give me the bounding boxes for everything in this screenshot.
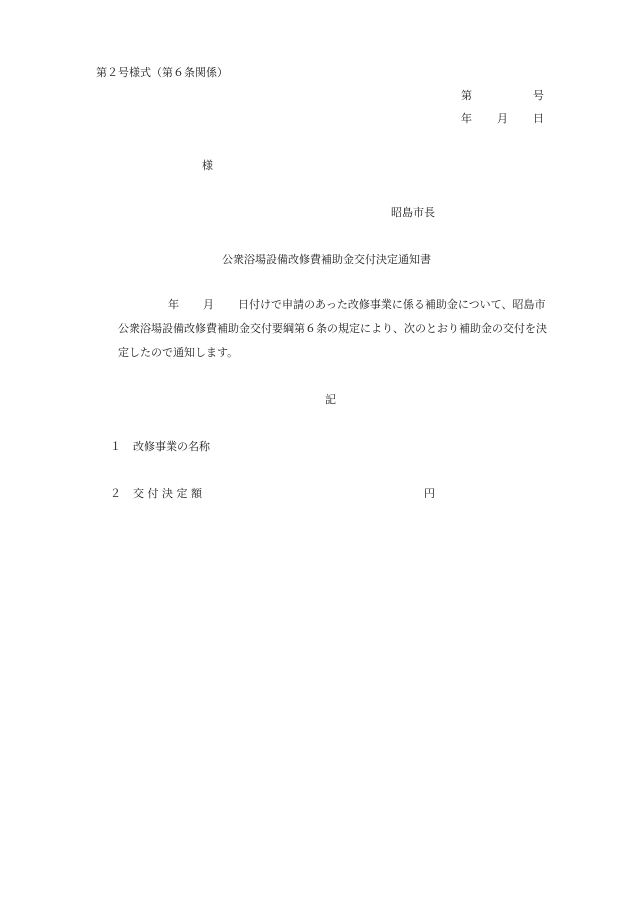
ki-heading: 記	[325, 393, 336, 406]
document-title: 公衆浴場設備改修費補助金交付決定通知書	[222, 253, 431, 266]
body-date-year: 年	[168, 298, 179, 311]
form-label: 第２号様式（第６条関係）	[96, 66, 228, 79]
date-year: 年	[461, 112, 472, 125]
body-date-month: 月	[203, 298, 214, 311]
addressee-suffix: 様	[202, 159, 213, 172]
item-1-label: 改修事業の名称	[133, 440, 210, 453]
body-line-3: 定したので通知します。	[118, 346, 239, 359]
body-line-2: 公衆浴場設備改修費補助金交付要綱第６条の規定により、次のとおり補助金の交付を決	[118, 322, 547, 335]
item-1-number: １	[110, 440, 121, 453]
item-2-number: ２	[110, 487, 121, 500]
item-2-unit: 円	[424, 487, 435, 500]
date-month: 月	[497, 112, 508, 125]
date-day: 日	[533, 112, 544, 125]
number-prefix: 第	[461, 89, 472, 102]
body-line-1: 日付けで申請のあった改修事業に係る補助金について、昭島市	[238, 298, 546, 311]
sender: 昭島市長	[391, 206, 435, 219]
item-2-label: 交 付 決 定 額	[133, 487, 202, 500]
number-suffix: 号	[533, 89, 544, 102]
